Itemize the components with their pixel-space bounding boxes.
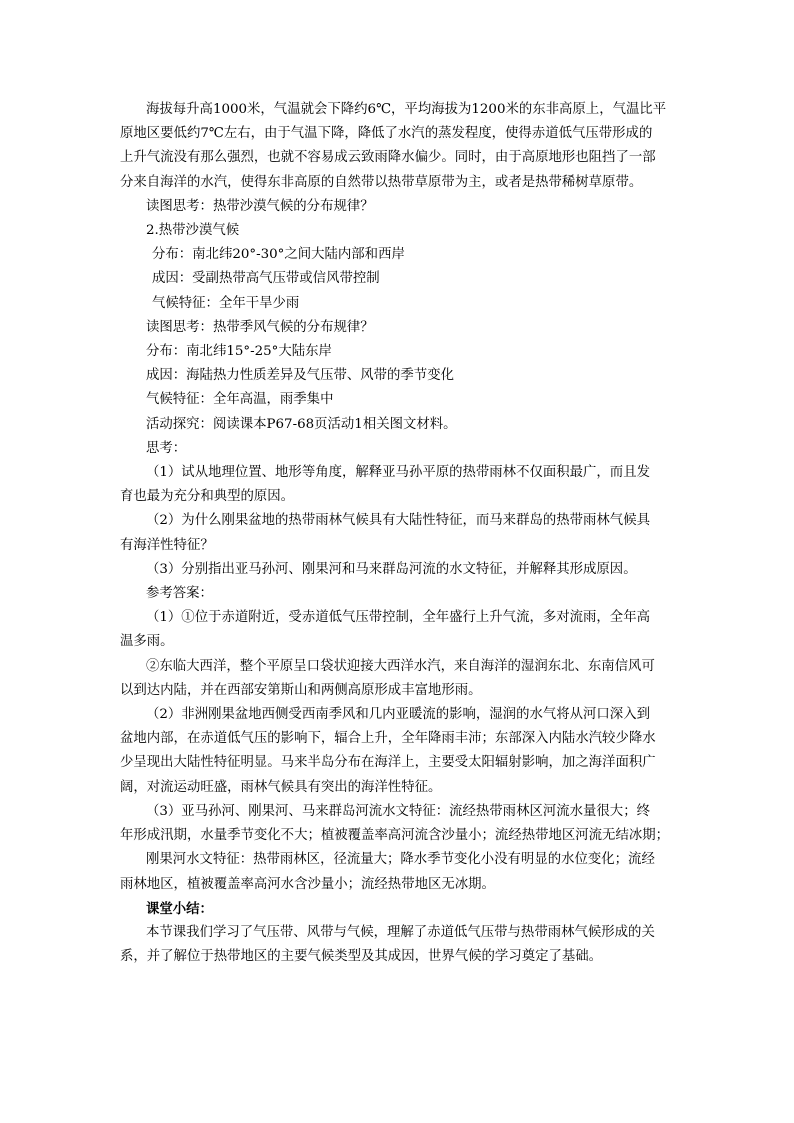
answer-line: 阔，对流运动旺盛，雨林气候具有突出的海洋性特征。 [120, 779, 442, 795]
reading-question: 读图思考：热带季风气候的分布规律？ [146, 319, 374, 335]
question-line: （2）为什么刚果盆地的热带雨林气候具有大陆性特征，而马来群岛的热带雨林气候具 [146, 513, 650, 529]
cause-line: 成因：受副热带高气压带或信风带控制 [152, 271, 380, 287]
summary-line: 本节课我们学习了气压带、风带与气候，理解了赤道低气压带与热带雨林气候形成的关 [146, 924, 655, 940]
paragraph-line: 上升气流没有那么强烈，也就不容易成云致雨降水偏少。同时，由于高原地形也阻挡了一部 [120, 150, 656, 166]
question-line: （3）分别指出亚马孙河、刚果河和马来群岛河流的水文特征，并解释其形成原因。 [146, 561, 637, 577]
thinking-heading: 思考： [146, 440, 187, 456]
answer-line: （1）①位于赤道附近，受赤道低气压带控制，全年盛行上升气流，多对流雨，全年高 [146, 610, 650, 626]
answer-line: 以到达内陆，并在西部安第斯山和两侧高原形成丰富地形雨。 [120, 682, 482, 698]
answer-line: 少呈现出大陆性特征明显。马来半岛分布在海洋上，主要受太阳辐射影响，加之海洋面积广 [120, 755, 656, 771]
answer-line: （2）非洲刚果盆地西侧受西南季风和几内亚暖流的影响，湿润的水气将从河口深入到 [146, 707, 650, 723]
distribution-line: 分布：南北纬15°-25°大陆东岸 [146, 344, 332, 360]
paragraph-line: 分来自海洋的水汽，使得东非高原的自然带以热带草原带为主，或者是热带稀树草原带。 [120, 174, 643, 190]
answer-line: ②东临大西洋，整个平原呈口袋状迎接大西洋水汽，来自海洋的湿润东北、东南信风可 [146, 658, 655, 674]
section-heading: 2.热带沙漠气候 [146, 223, 240, 239]
question-line: 育也最为充分和典型的原因。 [120, 489, 295, 505]
cause-line: 成因：海陆热力性质差异及气压带、风带的季节变化 [146, 368, 454, 384]
activity-line: 活动探究：阅读课本P67-68页活动1相关图文材料。 [146, 416, 457, 432]
climate-feature-line: 气候特征：全年干旱少雨 [152, 295, 300, 311]
climate-feature-line: 气候特征：全年高温，雨季集中 [146, 392, 334, 408]
distribution-line: 分布：南北纬20°-30°之间大陆内部和西岸 [152, 247, 405, 263]
answer-line: 刚果河水文特征：热带雨林区，径流量大；降水季节变化小没有明显的水位变化；流经 [146, 852, 655, 868]
reading-question: 读图思考：热带沙漠气候的分布规律？ [146, 198, 374, 214]
document-page [120, 98, 680, 969]
question-line: （1）试从地理位置、地形等角度，解释亚马孙平原的热带雨林不仅面积最广，而且发 [146, 465, 650, 481]
answer-line: 盆地内部，在赤道低气压的影响下，辐合上升，全年降雨丰沛；东部深入内陆水汽较少降水 [120, 731, 656, 747]
summary-line: 系，并了解位于热带地区的主要气候类型及其成因，世界气候的学习奠定了基础。 [120, 949, 603, 965]
paragraph-line: 原地区要低约7℃左右，由于气温下降，降低了水汽的蒸发程度，使得赤道低气压带形成的 [120, 126, 653, 142]
question-line: 有海洋性特征？ [120, 537, 214, 553]
answer-line: 雨林地区，植被覆盖率高河水含沙量小；流经热带地区无冰期。 [120, 876, 495, 892]
answer-line: （3）亚马孙河、刚果河、马来群岛河流水文特征：流经热带雨林区河流水量很大；终 [146, 803, 650, 819]
answer-heading: 参考答案： [146, 586, 213, 602]
answer-line: 温多雨。 [120, 634, 174, 650]
summary-heading: 课堂小结： [146, 900, 213, 917]
answer-line: 年形成汛期，水量季节变化不大；植被覆盖率高河流含沙量小；流经热带地区河流无结冰期； [120, 828, 670, 844]
paragraph-line: 海拔每升高1000米，气温就会下降约6℃，平均海拔为1200米的东非高原上，气温比平 [146, 102, 667, 117]
